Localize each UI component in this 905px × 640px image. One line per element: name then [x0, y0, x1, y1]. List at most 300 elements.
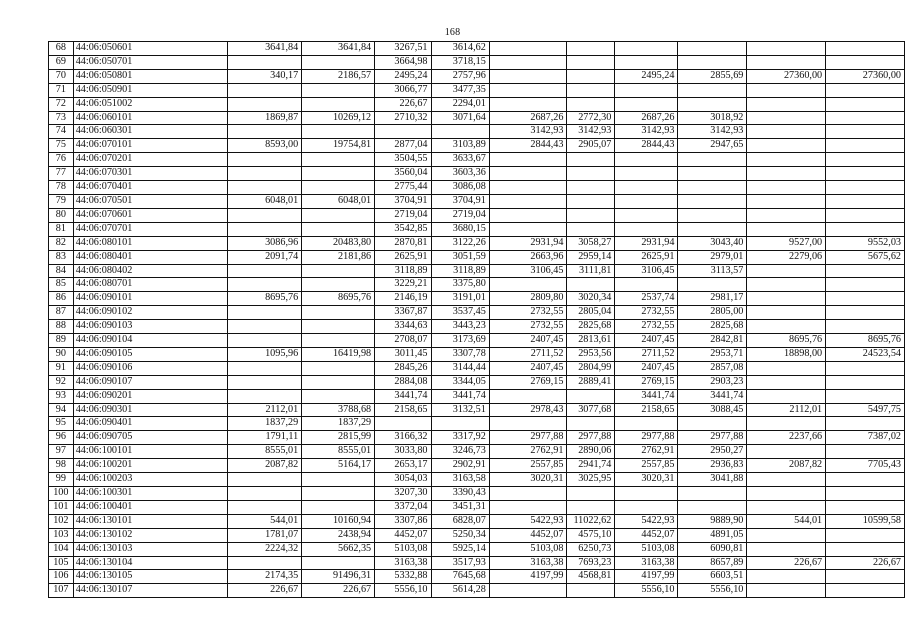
table-row: [49, 167, 905, 181]
value-5-cell: 2557,85: [489, 459, 567, 473]
row-number-cell: 68: [49, 42, 74, 56]
row-number-cell: 74: [49, 125, 74, 139]
value-9-cell: [747, 42, 826, 56]
table-row: [49, 570, 905, 584]
value-10-cell: [826, 584, 905, 598]
value-4-cell: 5250,34: [431, 528, 489, 542]
value-6-cell: [567, 487, 615, 501]
value-9-cell: 9527,00: [747, 236, 826, 250]
value-7-cell: [615, 55, 678, 69]
row-number-cell: 73: [49, 111, 74, 125]
value-6-cell: [567, 153, 615, 167]
cadastral-quarter-cell: 44:06:100101: [73, 445, 228, 459]
row-number-cell: 79: [49, 194, 74, 208]
value-3-cell: 3118,89: [375, 264, 431, 278]
value-7-cell: [615, 208, 678, 222]
value-7-cell: 5556,10: [615, 584, 678, 598]
cadastral-quarter-cell: 44:06:060101: [73, 111, 228, 125]
value-8-cell: [678, 153, 747, 167]
value-2-cell: 19754,81: [302, 139, 375, 153]
value-10-cell: [826, 528, 905, 542]
value-6-cell: 3020,34: [567, 292, 615, 306]
value-2-cell: [302, 181, 375, 195]
value-1-cell: [228, 389, 302, 403]
value-1-cell: 1869,87: [228, 111, 302, 125]
value-3-cell: 3267,51: [375, 42, 431, 56]
value-10-cell: 5675,62: [826, 250, 905, 264]
value-8-cell: 2977,88: [678, 431, 747, 445]
row-number-cell: 92: [49, 375, 74, 389]
cadastral-quarter-cell: 44:06:090106: [73, 361, 228, 375]
value-1-cell: [228, 556, 302, 570]
value-5-cell: 2931,94: [489, 236, 567, 250]
value-10-cell: [826, 292, 905, 306]
value-8-cell: [678, 181, 747, 195]
table-row: [49, 473, 905, 487]
value-6-cell: 3142,93: [567, 125, 615, 139]
value-9-cell: [747, 139, 826, 153]
cadastral-quarter-cell: 44:06:080701: [73, 278, 228, 292]
value-3-cell: 2158,65: [375, 403, 431, 417]
value-2-cell: [302, 222, 375, 236]
value-9-cell: [747, 125, 826, 139]
value-8-cell: 2857,08: [678, 361, 747, 375]
value-10-cell: [826, 570, 905, 584]
cadastral-quarter-cell: 44:06:070101: [73, 139, 228, 153]
value-4-cell: 3173,69: [431, 334, 489, 348]
value-1-cell: [228, 153, 302, 167]
cadastral-quarter-cell: 44:06:070301: [73, 167, 228, 181]
value-3-cell: 3344,63: [375, 320, 431, 334]
value-7-cell: 2625,91: [615, 250, 678, 264]
cadastral-quarter-cell: 44:06:080101: [73, 236, 228, 250]
cadastral-quarter-cell: 44:06:090105: [73, 347, 228, 361]
value-10-cell: 226,67: [826, 556, 905, 570]
value-10-cell: [826, 320, 905, 334]
cadastral-quarter-cell: 44:06:090301: [73, 403, 228, 417]
value-1-cell: 6048,01: [228, 194, 302, 208]
value-7-cell: [615, 167, 678, 181]
row-number-cell: 104: [49, 542, 74, 556]
value-9-cell: 27360,00: [747, 69, 826, 83]
value-2-cell: 10160,94: [302, 514, 375, 528]
cadastral-quarter-cell: 44:06:100401: [73, 500, 228, 514]
value-6-cell: [567, 167, 615, 181]
value-10-cell: [826, 278, 905, 292]
value-5-cell: 2978,43: [489, 403, 567, 417]
value-2-cell: [302, 208, 375, 222]
cadastral-quarter-cell: 44:06:090107: [73, 375, 228, 389]
value-7-cell: 2158,65: [615, 403, 678, 417]
table-row: [49, 556, 905, 570]
value-5-cell: [489, 417, 567, 431]
value-5-cell: 2407,45: [489, 361, 567, 375]
table-row: [49, 250, 905, 264]
value-8-cell: 2805,00: [678, 306, 747, 320]
value-1-cell: [228, 334, 302, 348]
row-number-cell: 100: [49, 487, 74, 501]
value-10-cell: 7705,43: [826, 459, 905, 473]
row-number-cell: 101: [49, 500, 74, 514]
value-8-cell: 2855,69: [678, 69, 747, 83]
value-4-cell: 3071,64: [431, 111, 489, 125]
value-6-cell: 2804,99: [567, 361, 615, 375]
value-2-cell: 6048,01: [302, 194, 375, 208]
value-2-cell: [302, 556, 375, 570]
value-10-cell: [826, 42, 905, 56]
row-number-cell: 96: [49, 431, 74, 445]
value-6-cell: [567, 194, 615, 208]
value-2-cell: [302, 97, 375, 111]
value-6-cell: 2959,14: [567, 250, 615, 264]
value-1-cell: [228, 278, 302, 292]
value-10-cell: [826, 139, 905, 153]
value-5-cell: [489, 222, 567, 236]
value-3-cell: 2710,32: [375, 111, 431, 125]
value-1-cell: 226,67: [228, 584, 302, 598]
value-10-cell: [826, 445, 905, 459]
row-number-cell: 69: [49, 55, 74, 69]
cadastral-quarter-cell: 44:06:100301: [73, 487, 228, 501]
row-number-cell: 82: [49, 236, 74, 250]
value-6-cell: [567, 42, 615, 56]
value-7-cell: 5103,08: [615, 542, 678, 556]
cadastral-quarter-cell: 44:06:090101: [73, 292, 228, 306]
value-8-cell: [678, 500, 747, 514]
value-3-cell: 2708,07: [375, 334, 431, 348]
value-8-cell: 6603,51: [678, 570, 747, 584]
row-number-cell: 89: [49, 334, 74, 348]
value-9-cell: 2112,01: [747, 403, 826, 417]
value-3-cell: 3054,03: [375, 473, 431, 487]
value-10-cell: [826, 500, 905, 514]
value-8-cell: 3113,57: [678, 264, 747, 278]
cadastral-quarter-cell: 44:06:130102: [73, 528, 228, 542]
value-10-cell: [826, 55, 905, 69]
value-9-cell: [747, 167, 826, 181]
value-8-cell: 3043,40: [678, 236, 747, 250]
value-3-cell: 2625,91: [375, 250, 431, 264]
row-number-cell: 72: [49, 97, 74, 111]
value-1-cell: [228, 500, 302, 514]
value-6-cell: [567, 584, 615, 598]
table-row: [49, 320, 905, 334]
value-7-cell: 2931,94: [615, 236, 678, 250]
value-1-cell: 3086,96: [228, 236, 302, 250]
value-3-cell: 4452,07: [375, 528, 431, 542]
value-8-cell: [678, 278, 747, 292]
cadastral-quarter-cell: 44:06:130104: [73, 556, 228, 570]
table-row: [49, 139, 905, 153]
value-2-cell: 5662,35: [302, 542, 375, 556]
value-1-cell: 1837,29: [228, 417, 302, 431]
value-5-cell: 2762,91: [489, 445, 567, 459]
value-8-cell: [678, 83, 747, 97]
value-10-cell: [826, 181, 905, 195]
value-5-cell: [489, 487, 567, 501]
value-6-cell: 4575,10: [567, 528, 615, 542]
value-4-cell: 3390,43: [431, 487, 489, 501]
value-9-cell: [747, 83, 826, 97]
value-5-cell: [489, 167, 567, 181]
value-6-cell: 2890,06: [567, 445, 615, 459]
value-5-cell: 5103,08: [489, 542, 567, 556]
value-5-cell: [489, 83, 567, 97]
value-2-cell: [302, 125, 375, 139]
value-3-cell: 3229,21: [375, 278, 431, 292]
row-number-cell: 85: [49, 278, 74, 292]
value-6-cell: [567, 97, 615, 111]
value-2-cell: [302, 473, 375, 487]
value-10-cell: 8695,76: [826, 334, 905, 348]
table-row: [49, 236, 905, 250]
value-9-cell: 544,01: [747, 514, 826, 528]
value-7-cell: 2732,55: [615, 306, 678, 320]
row-number-cell: 99: [49, 473, 74, 487]
cadastral-quarter-cell: 44:06:090103: [73, 320, 228, 334]
value-4-cell: [431, 417, 489, 431]
value-6-cell: 2905,07: [567, 139, 615, 153]
value-7-cell: [615, 417, 678, 431]
value-4-cell: 3477,35: [431, 83, 489, 97]
value-4-cell: 3307,78: [431, 347, 489, 361]
value-5-cell: 3163,38: [489, 556, 567, 570]
value-1-cell: [228, 375, 302, 389]
value-8-cell: [678, 208, 747, 222]
value-4-cell: 3718,15: [431, 55, 489, 69]
value-1-cell: [228, 167, 302, 181]
value-3-cell: 5103,08: [375, 542, 431, 556]
value-5-cell: [489, 500, 567, 514]
value-10-cell: 10599,58: [826, 514, 905, 528]
value-4-cell: 3375,80: [431, 278, 489, 292]
value-8-cell: 5556,10: [678, 584, 747, 598]
value-2-cell: 226,67: [302, 584, 375, 598]
value-2-cell: 16419,98: [302, 347, 375, 361]
table-row: [49, 361, 905, 375]
value-10-cell: [826, 208, 905, 222]
value-9-cell: 2087,82: [747, 459, 826, 473]
value-7-cell: 2977,88: [615, 431, 678, 445]
value-10-cell: [826, 125, 905, 139]
value-9-cell: [747, 500, 826, 514]
value-1-cell: 1095,96: [228, 347, 302, 361]
value-3-cell: 3504,55: [375, 153, 431, 167]
row-number-cell: 97: [49, 445, 74, 459]
table-row: [49, 125, 905, 139]
value-3-cell: 2653,17: [375, 459, 431, 473]
value-8-cell: [678, 487, 747, 501]
value-7-cell: 2557,85: [615, 459, 678, 473]
value-8-cell: 3041,88: [678, 473, 747, 487]
value-2-cell: 20483,80: [302, 236, 375, 250]
value-10-cell: [826, 167, 905, 181]
value-3-cell: 2877,04: [375, 139, 431, 153]
value-3-cell: 5556,10: [375, 584, 431, 598]
value-7-cell: 3020,31: [615, 473, 678, 487]
value-1-cell: 1791,11: [228, 431, 302, 445]
value-7-cell: 2537,74: [615, 292, 678, 306]
value-6-cell: [567, 222, 615, 236]
value-10-cell: [826, 542, 905, 556]
cadastral-quarter-cell: 44:06:070701: [73, 222, 228, 236]
value-2-cell: [302, 264, 375, 278]
row-number-cell: 80: [49, 208, 74, 222]
value-9-cell: 2279,06: [747, 250, 826, 264]
row-number-cell: 77: [49, 167, 74, 181]
value-7-cell: 2407,45: [615, 361, 678, 375]
value-1-cell: 2112,01: [228, 403, 302, 417]
value-2-cell: [302, 334, 375, 348]
value-3-cell: 2146,19: [375, 292, 431, 306]
value-4-cell: 3443,23: [431, 320, 489, 334]
table-row: [49, 375, 905, 389]
value-9-cell: [747, 528, 826, 542]
table-row: [49, 528, 905, 542]
value-4-cell: 3118,89: [431, 264, 489, 278]
cadastral-quarter-cell: 44:06:051002: [73, 97, 228, 111]
value-3-cell: 2775,44: [375, 181, 431, 195]
cadastral-quarter-cell: 44:06:130105: [73, 570, 228, 584]
row-number-cell: 71: [49, 83, 74, 97]
value-6-cell: 3058,27: [567, 236, 615, 250]
value-8-cell: 2936,83: [678, 459, 747, 473]
value-10-cell: 9552,03: [826, 236, 905, 250]
cadastral-quarter-cell: 44:06:090102: [73, 306, 228, 320]
value-8-cell: 3018,92: [678, 111, 747, 125]
value-7-cell: 5422,93: [615, 514, 678, 528]
value-8-cell: [678, 222, 747, 236]
value-4-cell: 7645,68: [431, 570, 489, 584]
value-10-cell: [826, 153, 905, 167]
value-5-cell: [489, 42, 567, 56]
value-2-cell: 5164,17: [302, 459, 375, 473]
value-5-cell: 3106,45: [489, 264, 567, 278]
value-9-cell: [747, 417, 826, 431]
value-6-cell: 2825,68: [567, 320, 615, 334]
cadastral-quarter-cell: 44:06:050901: [73, 83, 228, 97]
value-2-cell: [302, 278, 375, 292]
value-7-cell: 2711,52: [615, 347, 678, 361]
value-7-cell: 2495,24: [615, 69, 678, 83]
value-9-cell: [747, 306, 826, 320]
value-10-cell: [826, 487, 905, 501]
value-5-cell: [489, 584, 567, 598]
value-3-cell: 5332,88: [375, 570, 431, 584]
table-row: [49, 42, 905, 56]
value-10-cell: [826, 222, 905, 236]
value-8-cell: [678, 97, 747, 111]
value-1-cell: 340,17: [228, 69, 302, 83]
value-7-cell: 3142,93: [615, 125, 678, 139]
row-number-cell: 102: [49, 514, 74, 528]
value-7-cell: 3441,74: [615, 389, 678, 403]
value-3-cell: 226,67: [375, 97, 431, 111]
value-3-cell: 2870,81: [375, 236, 431, 250]
value-6-cell: 2772,30: [567, 111, 615, 125]
value-2-cell: [302, 83, 375, 97]
row-number-cell: 86: [49, 292, 74, 306]
value-3-cell: 2845,26: [375, 361, 431, 375]
value-9-cell: 18898,00: [747, 347, 826, 361]
cadastral-quarter-cell: 44:06:090401: [73, 417, 228, 431]
value-5-cell: 4197,99: [489, 570, 567, 584]
value-1-cell: 2224,32: [228, 542, 302, 556]
value-9-cell: [747, 487, 826, 501]
value-2-cell: [302, 500, 375, 514]
value-6-cell: [567, 55, 615, 69]
value-8-cell: 3088,45: [678, 403, 747, 417]
value-4-cell: 3246,73: [431, 445, 489, 459]
value-9-cell: [747, 389, 826, 403]
row-number-cell: 90: [49, 347, 74, 361]
value-6-cell: [567, 208, 615, 222]
value-7-cell: [615, 500, 678, 514]
value-7-cell: [615, 153, 678, 167]
value-4-cell: 3344,05: [431, 375, 489, 389]
value-9-cell: [747, 194, 826, 208]
value-1-cell: 544,01: [228, 514, 302, 528]
value-5-cell: [489, 389, 567, 403]
value-10-cell: 7387,02: [826, 431, 905, 445]
value-3-cell: 3066,77: [375, 83, 431, 97]
value-5-cell: 2844,43: [489, 139, 567, 153]
value-4-cell: 3144,44: [431, 361, 489, 375]
value-10-cell: [826, 97, 905, 111]
table-row: [49, 222, 905, 236]
value-2-cell: 2181,86: [302, 250, 375, 264]
value-4-cell: 3163,58: [431, 473, 489, 487]
value-5-cell: 2407,45: [489, 334, 567, 348]
cadastral-quarter-cell: 44:06:070501: [73, 194, 228, 208]
value-4-cell: 3132,51: [431, 403, 489, 417]
value-3-cell: 3207,30: [375, 487, 431, 501]
value-6-cell: 2805,04: [567, 306, 615, 320]
value-5-cell: 2977,88: [489, 431, 567, 445]
table-row: [49, 181, 905, 195]
row-number-cell: 84: [49, 264, 74, 278]
value-8-cell: 2825,68: [678, 320, 747, 334]
value-6-cell: 3077,68: [567, 403, 615, 417]
row-number-cell: 83: [49, 250, 74, 264]
value-1-cell: [228, 125, 302, 139]
value-4-cell: 5614,28: [431, 584, 489, 598]
value-4-cell: 3086,08: [431, 181, 489, 195]
table-row: [49, 83, 905, 97]
value-8-cell: [678, 167, 747, 181]
value-5-cell: 3142,93: [489, 125, 567, 139]
value-9-cell: [747, 208, 826, 222]
value-2-cell: [302, 375, 375, 389]
value-9-cell: [747, 375, 826, 389]
value-9-cell: [747, 445, 826, 459]
value-6-cell: [567, 83, 615, 97]
table-row: [49, 194, 905, 208]
value-4-cell: 2902,91: [431, 459, 489, 473]
value-8-cell: [678, 55, 747, 69]
value-3-cell: [375, 125, 431, 139]
value-8-cell: 3142,93: [678, 125, 747, 139]
value-10-cell: [826, 111, 905, 125]
value-6-cell: [567, 500, 615, 514]
value-4-cell: 3537,45: [431, 306, 489, 320]
value-4-cell: 3680,15: [431, 222, 489, 236]
row-number-cell: 75: [49, 139, 74, 153]
value-2-cell: 3641,84: [302, 42, 375, 56]
cadastral-quarter-cell: 44:06:090104: [73, 334, 228, 348]
value-8-cell: 2947,65: [678, 139, 747, 153]
value-9-cell: 226,67: [747, 556, 826, 570]
